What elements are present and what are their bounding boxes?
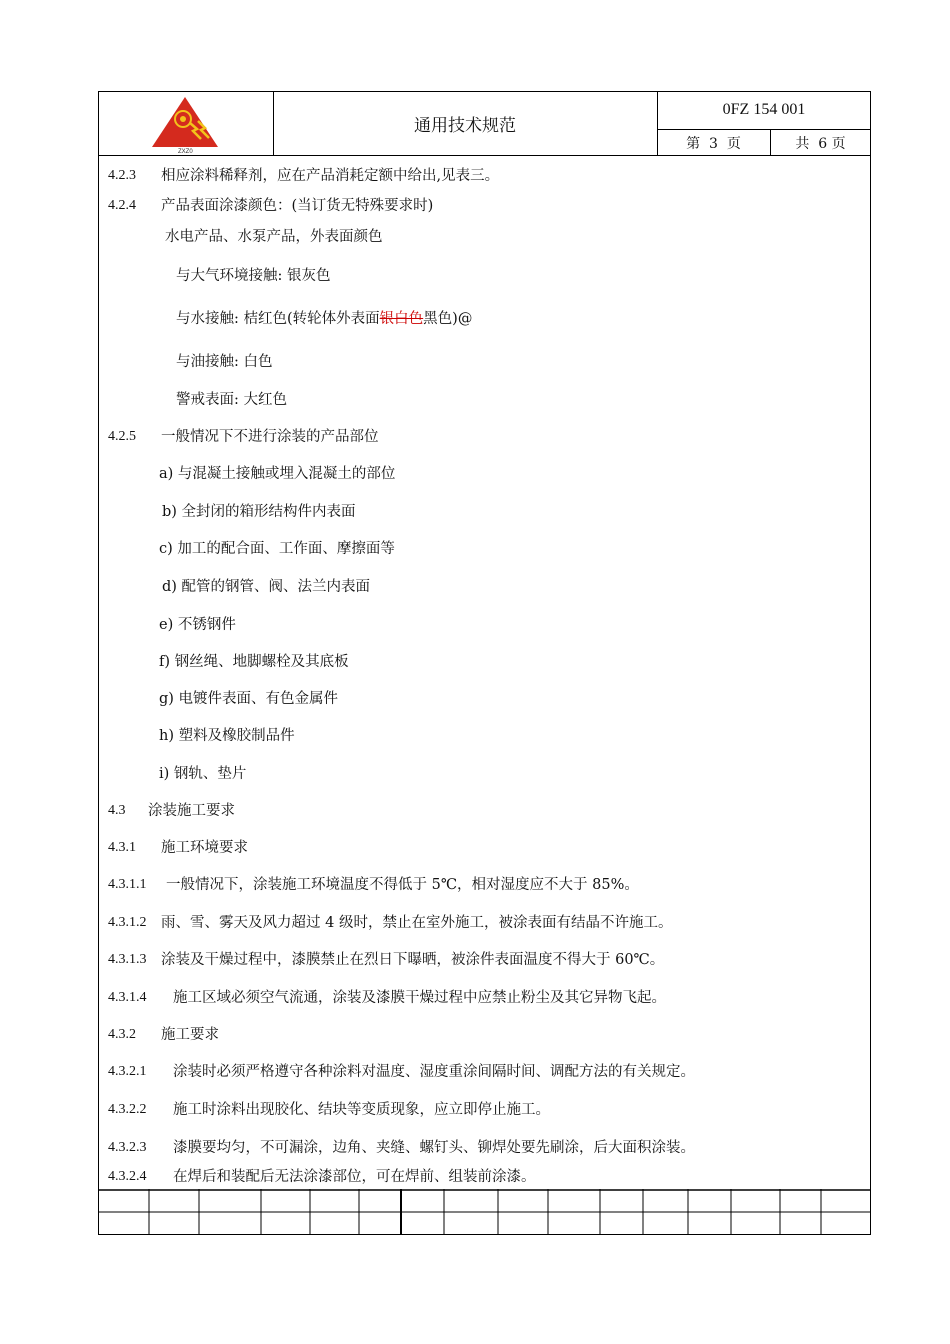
clause-text: 水电产品、水泵产品，外表面颜色 — [165, 229, 383, 245]
clause-text: b) 全封闭的箱形结构件内表面 — [162, 504, 356, 520]
clause-text: 雨、雪、雾天及风力超过 4 级时，禁止在室外施工，被涂表面有结晶不许施工。 — [161, 915, 673, 931]
clause-text — [176, 310, 472, 328]
clause-text: 相应涂料稀释剂，应在产品消耗定额中给出,见表三。 — [161, 168, 500, 184]
header-bottom-rule — [98, 155, 871, 156]
document-title: 通用技术规范 — [414, 115, 516, 136]
page-number: 第 3 页 — [686, 135, 741, 152]
clause-text-part: 黑色)@ — [423, 311, 473, 327]
clause-text: 漆膜要均匀，不可漏涂，边角、夹缝、螺钉头、铆焊处要先刷涂，后大面积涂装。 — [173, 1140, 695, 1156]
clause-text: 在焊后和装配后无法涂漆部位，可在焊前、组装前涂漆。 — [173, 1169, 536, 1185]
clause-text: 施工环境要求 — [161, 840, 248, 856]
revision-table — [98, 1189, 871, 1235]
clause-text: i) 钢轨、垫片 — [159, 766, 247, 782]
struck-text: 银白色 — [379, 311, 424, 327]
clause-number: 4.2.3 — [108, 168, 136, 183]
clause-number: 4.3.2.1 — [108, 1064, 147, 1079]
clause-number: 4.3.1.3 — [108, 952, 147, 967]
clause-number: 4.2.5 — [108, 429, 136, 444]
clause-text: g) 电镀件表面、有色金属件 — [159, 691, 339, 707]
clause-number: 4.3.2.2 — [108, 1102, 147, 1117]
clause-text: 涂装施工要求 — [148, 803, 235, 819]
clause-number: 4.3.1.2 — [108, 915, 147, 930]
clause-number: 4.3.2.4 — [108, 1169, 147, 1184]
clause-number: 4.2.4 — [108, 198, 136, 213]
clause-text: 产品表面涂漆颜色：(当订货无特殊要求时) — [161, 198, 434, 214]
clause-text: 施工要求 — [161, 1027, 219, 1043]
company-logo — [98, 91, 273, 155]
clause-text: 一般情况下，涂装施工环境温度不得低于 5℃，相对湿度应不大于 85%。 — [166, 877, 639, 893]
clause-text: c) 加工的配合面、工作面、摩擦面等 — [159, 541, 395, 557]
clause-number: 4.3.2.3 — [108, 1140, 147, 1155]
clause-text-part: 与水接触: 桔红色(转轮体外表面 — [176, 311, 380, 327]
clause-text: a) 与混凝土接触或埋入混凝土的部位 — [159, 466, 396, 482]
page-total: 共 6 页 — [795, 135, 846, 152]
clause-number: 4.3.1.1 — [108, 877, 147, 892]
clause-text: 警戒表面: 大红色 — [176, 392, 287, 408]
clause-text: e) 不锈钢件 — [159, 617, 236, 633]
clause-number: 4.3 — [108, 803, 126, 818]
logo-caption: ZXZ0 — [178, 149, 193, 155]
clause-text: f) 钢丝绳、地脚螺栓及其底板 — [159, 654, 349, 670]
clause-number: 4.3.1 — [108, 840, 136, 855]
clause-text: 涂装时必须严格遵守各种涂料对温度、湿度重涂间隔时间、调配方法的有关规定。 — [173, 1064, 695, 1080]
clause-text: h) 塑料及橡胶制品件 — [159, 728, 295, 744]
clause-number: 4.3.2 — [108, 1027, 136, 1042]
clause-text: 与大气环境接触: 银灰色 — [176, 268, 331, 284]
clause-text: 一般情况下不进行涂装的产品部位 — [161, 429, 379, 445]
clause-number: 4.3.1.4 — [108, 990, 147, 1005]
clause-text: d) 配管的钢管、阀、法兰内表面 — [162, 579, 371, 595]
clause-text: 与油接触: 白色 — [176, 354, 273, 370]
clause-text: 施工时涂料出现胶化、结块等变质现象，应立即停止施工。 — [173, 1102, 550, 1118]
clause-text: 涂装及干燥过程中，漆膜禁止在烈日下曝晒，被涂件表面温度不得大于 60℃。 — [161, 952, 665, 968]
clause-text: 施工区域必须空气流通，涂装及漆膜干燥过程中应禁止粉尘及其它异物飞起。 — [173, 990, 666, 1006]
document-number: 0FZ 154 001 — [722, 101, 806, 118]
